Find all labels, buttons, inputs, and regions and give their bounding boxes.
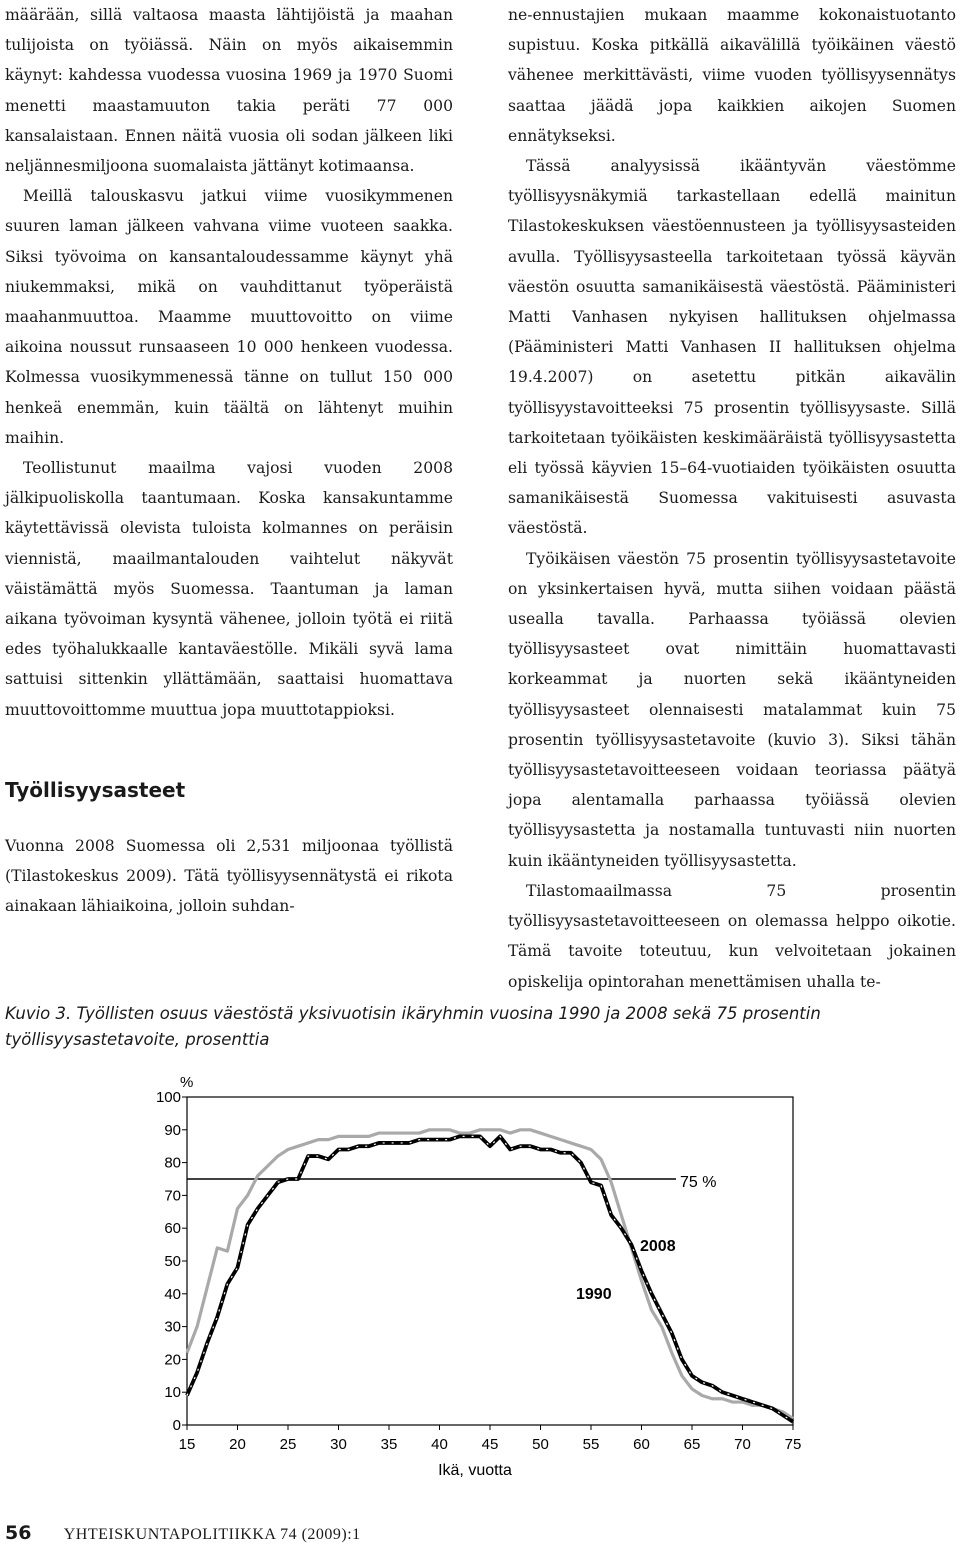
- figure-caption: Kuvio 3. Työllisten osuus väestöstä yksivuotisin ikäryhmin vuosina 1990 ja 2008 sekä 75 prosentin työllisyysastetavoite, prosenttia: [5, 1004, 821, 1049]
- target-line-label: 75 %: [680, 1174, 717, 1191]
- x-tick-label: 50: [532, 1436, 549, 1453]
- x-tick-label: 15: [178, 1436, 196, 1453]
- y-axis-unit: %: [180, 1074, 194, 1091]
- y-tick-label: 60: [164, 1220, 181, 1238]
- journal-name: YHTEISKUNTAPOLITIIKKA 74 (2009):1: [63, 1526, 361, 1543]
- y-tick-label: 0: [172, 1417, 181, 1434]
- x-tick-label: 65: [683, 1436, 701, 1453]
- paragraph: Tilastomaailmassa 75 prosentin työllisyysastetavoitteeseen on olemassa helppo oikotie. Tämä tavoite toteutuu, kun velvoitetaan jokainen opiskelija opintorahan menettämisen uhalla te-: [508, 881, 956, 991]
- y-tick-label: 10: [164, 1384, 181, 1402]
- paragraph: Työikäisen väestön 75 prosentin työllisyysastetavoite on yksinkertaisen hyvä, mutta siihen voidaan päästä usealla tavalla. Parhaassa työiässä olevien työllisyysasteet ovat nimittäin huomattavasti korkeammat ja nuorten sekä ikääntyneiden työllisyysasteet olennaisesti matalammat kuin 75 prosentin työllisyysastetavoite (kuvio 3). Siksi tähän työllisyysastetavoitteeseen voidaan teoriassa päätyä jopa alentamalla parhaassa työiässä olevien työllisyysastetta ja nostamalla tuntuvasti niin nuorten kuin ikääntyneiden työllisyysastetta.: [508, 549, 956, 870]
- y-tick-label: 50: [164, 1253, 181, 1270]
- page-number: 56: [5, 1522, 32, 1544]
- paragraph: Teollistunut maailma vajosi vuoden 2008 jälkipuoliskolla taantumaan. Koska kansakuntamme käytettävissä olevista tuloista kolmannes on peräisin viennistä, maailmantalouden vaihtelut näkyvät väistämättä myös Suomessa. Taantuman ja laman aikana työvoiman kysyntä vähenee, jolloin työtä ei riitä edes työhalukkaalle kantaväestölle. Mikäli syvä lama sattuisi sittenkin yllättämään, saattaisi huomattava muuttovoittomme muuttua jopa muuttotappioksi.: [5, 459, 453, 719]
- x-tick-label: 55: [582, 1436, 600, 1453]
- x-tick-label: 25: [279, 1436, 297, 1453]
- left-column: [5, 0, 453, 921]
- section-heading: Työllisyysasteet: [5, 777, 186, 802]
- x-tick-label: 20: [229, 1436, 246, 1453]
- y-tick-label: 20: [164, 1351, 181, 1369]
- y-tick-label: 40: [164, 1285, 181, 1303]
- right-column: [508, 0, 956, 997]
- employment-rate-chart: [0, 1060, 960, 1500]
- x-tick-label: 30: [330, 1436, 347, 1453]
- y-tick-label: 80: [164, 1154, 181, 1172]
- y-tick-label: 100: [155, 1089, 181, 1106]
- paragraph: Meillä talouskasvu jatkui viime vuosikymmenen suuren laman jälkeen vahvana viime vuoteen saakka. Siksi työvoima on kansantaloudessamme käynyt yhä niukemmaksi, mikä on vauhdittanut työperäistä maahanmuuttoa. Maamme muuttovoitto on viime aikoina noussut runsaaseen 10 000 henkeen vuodessa. Kolmessa vuosikymmenessä tänne on tullut 150 000 henkeä enemmän, kuin täältä on lähtenyt muihin maihin.: [5, 187, 453, 447]
- x-tick-label: 35: [380, 1436, 398, 1453]
- paragraph: ne-ennustajien mukaan maamme kokonaistuotanto supistuu. Koska pitkällä aikavälillä työikäinen väestö vähenee merkittävästi, viime vuoden työllisyysennätys saattaa jäädä jopa kaikkien aikojen Suomen ennätykseksi.: [508, 6, 956, 145]
- page-footer: [5, 1522, 955, 1544]
- x-tick-label: 40: [431, 1436, 448, 1453]
- x-tick-label: 60: [633, 1436, 650, 1453]
- y-tick-label: 30: [164, 1318, 181, 1336]
- series-label-2008: 2008: [640, 1238, 676, 1255]
- paragraph: Tässä analyysissä ikääntyvän väestömme työllisyysnäkymiä tarkastellaan edellä mainitun Tilastokeskuksen väestöennusteen ja työllisyysasteiden avulla. Työllisyysasteella tarkoitetaan työssä käyvän väestön osuutta samanikäisestä väestöstä. Pääministeri Matti Vanhasen nykyisen hallituksen ohjelmassa (Pääministeri Matti Vanhasen II hallituksen ohjelma 19.4.2007) on asetettu pitkän aikavälin työllisyystavoitteeksi 75 prosentin työllisyysaste. Sillä tarkoitetaan työikäisten keskimääräistä työllisyysastetta eli työssä käyvien 15–64-vuotiaiden työikäisten osuutta samanikäisestä Suomessa vakituisesti asuvasta väestöstä.: [508, 157, 956, 538]
- y-tick-label: 70: [164, 1187, 181, 1205]
- x-tick-label: 75: [784, 1436, 802, 1453]
- x-tick-label: 45: [481, 1436, 499, 1453]
- x-axis-label: Ikä, vuotta: [438, 1462, 512, 1479]
- paragraph: Vuonna 2008 Suomessa oli 2,531 miljoonaa työllistä (Tilastokeskus 2009). Tätä työllisyysennätystä ei rikota ainakaan lähiaikoina, jolloin suhdan-: [5, 836, 453, 916]
- series-label-1990: 1990: [576, 1286, 612, 1303]
- x-tick-label: 70: [734, 1436, 751, 1453]
- y-tick-label: 90: [164, 1121, 181, 1139]
- paragraph: määrään, sillä valtaosa maasta lähtijöistä ja maahan tulijoista on työiässä. Näin on myös aikaisemmin käynyt: kahdessa vuodessa vuosina 1969 ja 1970 Suomi menetti maastamuuton takia peräti 77 000 kansalaistaan. Ennen näitä vuosia oli sodan jälkeen liki neljännesmiljoona suomalaista jättänyt kotimaansa.: [5, 6, 453, 176]
